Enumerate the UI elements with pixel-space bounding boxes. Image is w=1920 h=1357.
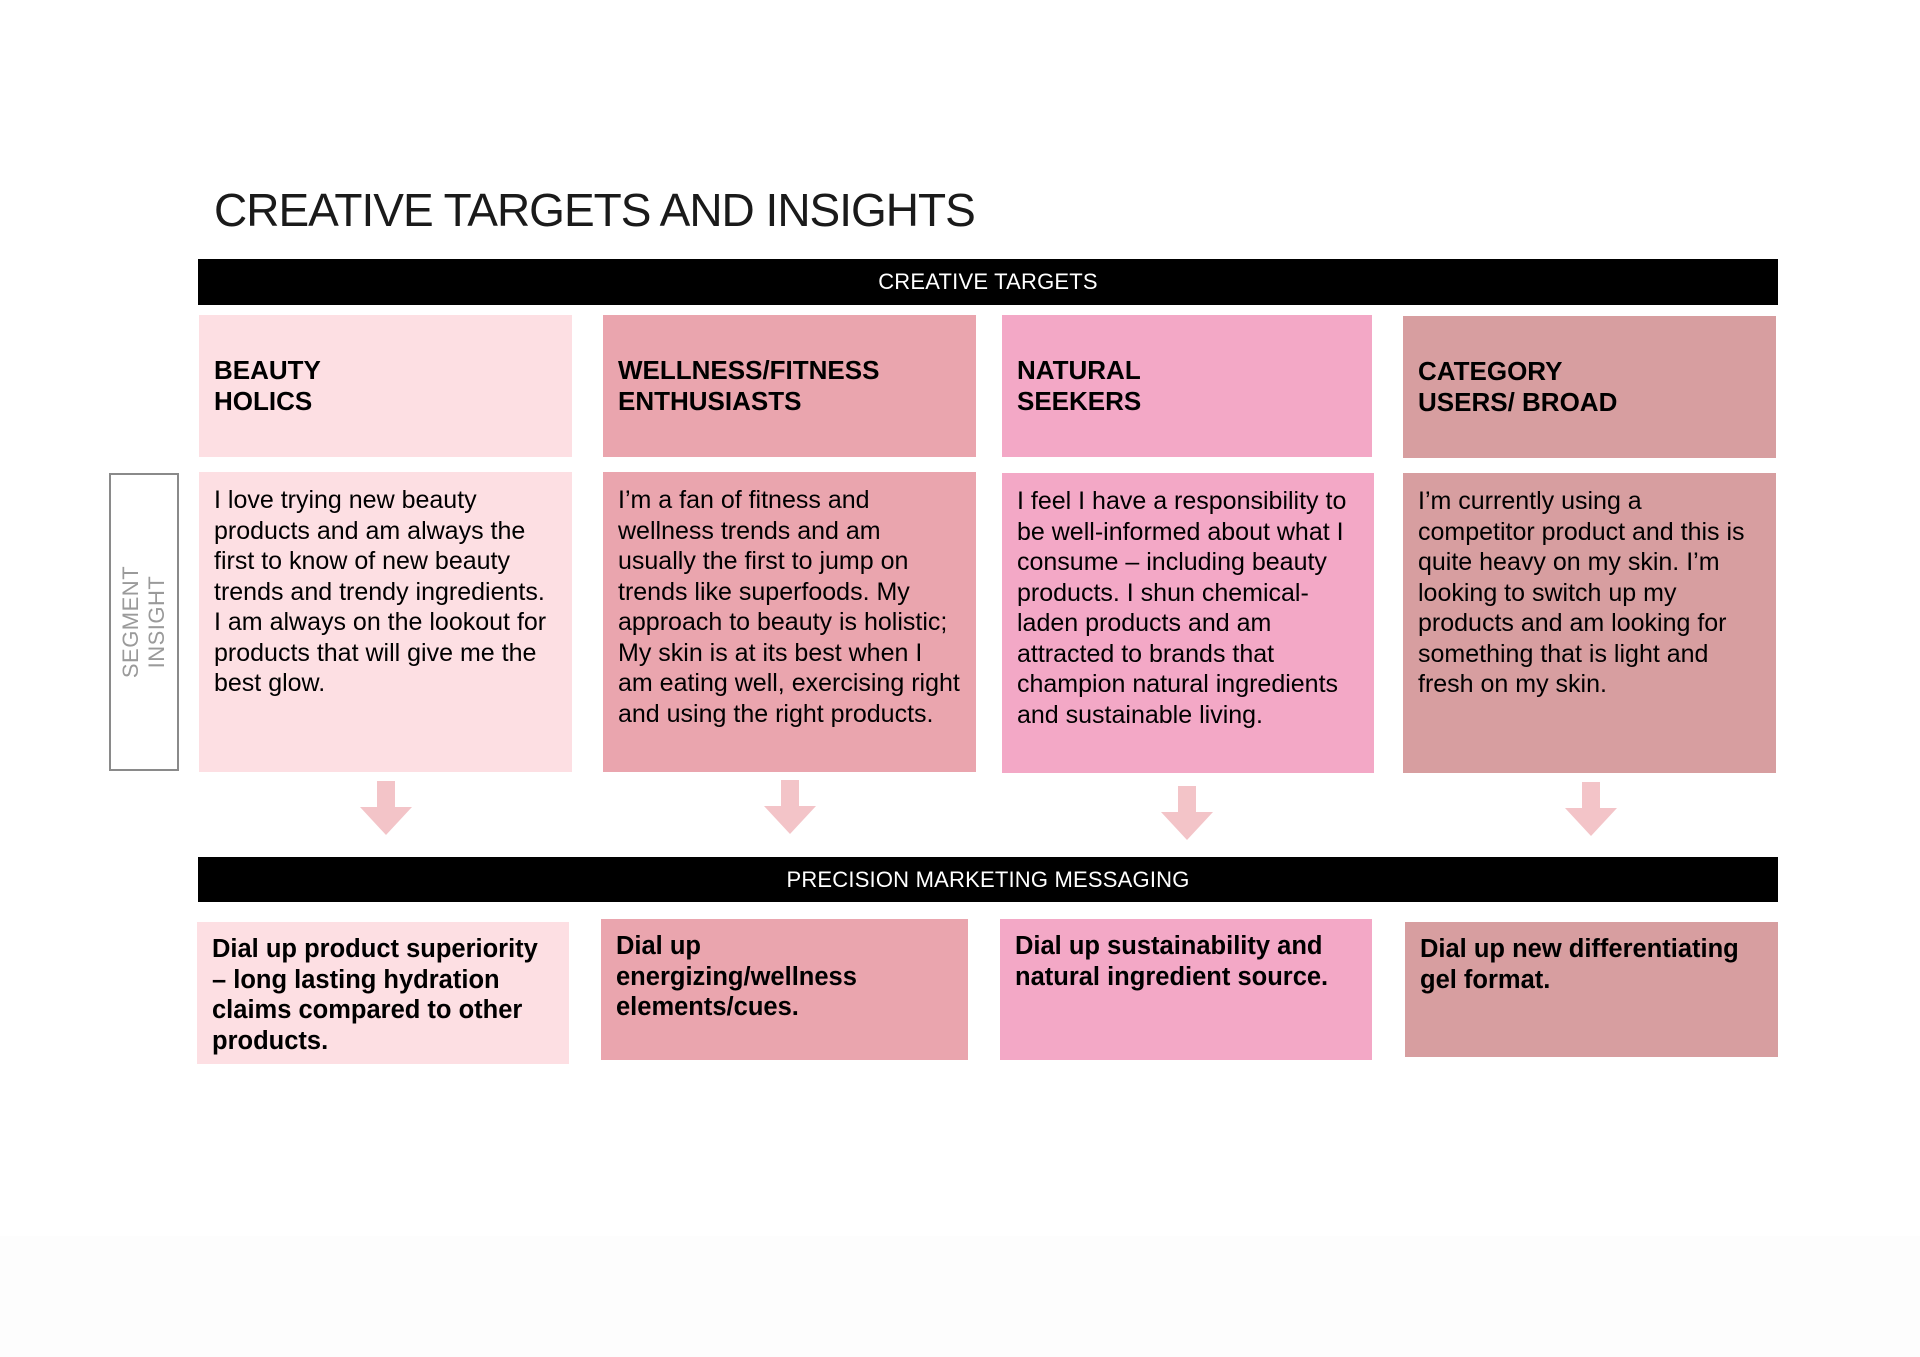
segment-insight-label: SEGMENT INSIGHT	[118, 565, 169, 679]
message-wellness-fitness: Dial up energizing/wellness elements/cues.	[601, 919, 968, 1060]
segment-head-beauty-holics: BEAUTY HOLICS	[199, 315, 572, 457]
down-arrow-icon	[1563, 782, 1619, 838]
segment-head-category-users: CATEGORY USERS/ BROAD	[1403, 316, 1776, 458]
message-beauty-holics: Dial up product superiority – long lasting hydration claims compared to other products.	[197, 922, 569, 1064]
precision-messaging-bar: PRECISION MARKETING MESSAGING	[198, 857, 1778, 902]
down-arrow-icon	[358, 781, 414, 837]
down-arrow-icon	[1159, 786, 1215, 842]
insight-beauty-holics: I love trying new beauty products and am always the first to know of new beauty trends and trendy ingredients. I am always on the lookout for products that will give me the best glow.	[199, 472, 572, 772]
insight-wellness-fitness: I’m a fan of fitness and wellness trends and am usually the first to jump on trends like superfoods. My approach to beauty is holistic; My skin is at its best when I am eating well, exercising right and using the right products.	[603, 472, 976, 772]
message-natural-seekers: Dial up sustainability and natural ingredient source.	[1000, 919, 1372, 1060]
segment-head-wellness-fitness: WELLNESS/FITNESS ENTHUSIASTS	[603, 315, 976, 457]
segment-head-natural-seekers: NATURAL SEEKERS	[1002, 315, 1372, 457]
segment-insight-label-box	[109, 473, 179, 771]
insight-natural-seekers: I feel I have a responsibility to be well-informed about what I consume – including beauty products. I shun chemical-laden products and am attracted to brands that champion natural ingredients and sustainable living.	[1002, 473, 1374, 773]
insight-category-users: I’m currently using a competitor product and this is quite heavy on my skin. I’m looking to switch up my products and am looking for something that is light and fresh on my skin.	[1403, 473, 1776, 773]
creative-targets-bar: CREATIVE TARGETS	[198, 259, 1778, 305]
down-arrow-icon	[762, 780, 818, 836]
page-title: CREATIVE TARGETS AND INSIGHTS	[214, 184, 975, 236]
footer-strip	[0, 1236, 1920, 1357]
message-category-users: Dial up new differentiating gel format.	[1405, 922, 1778, 1057]
